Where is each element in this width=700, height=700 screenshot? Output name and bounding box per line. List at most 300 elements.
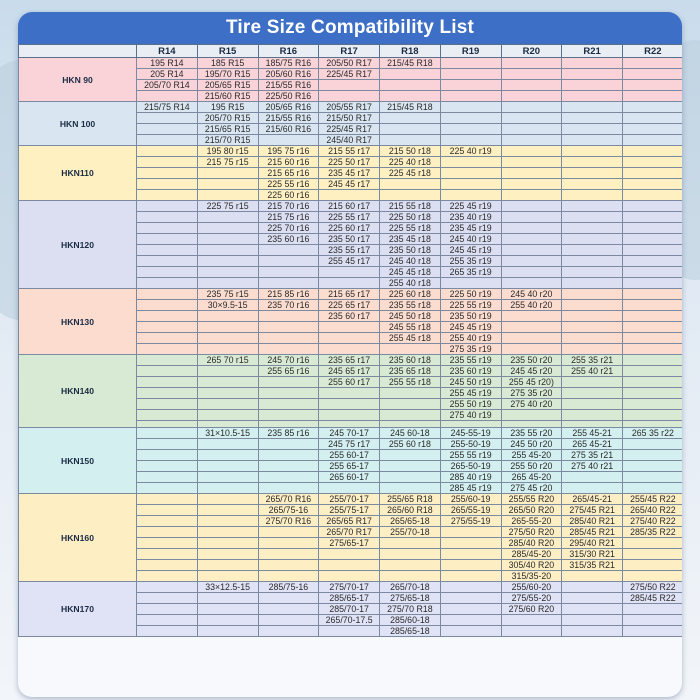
size-cell [258, 388, 319, 399]
size-cell: 225 55 r17 [319, 212, 380, 223]
size-cell: 305/40 R20 [501, 560, 562, 571]
size-cell [623, 377, 683, 388]
size-cell: 285/65-18 [380, 626, 441, 637]
size-cell: 265 60-17 [319, 472, 380, 483]
size-cell: 275 45 r20 [501, 483, 562, 494]
size-cell: 235 75 r15 [197, 289, 258, 300]
table-row [19, 289, 683, 300]
size-cell: 255/45 R22 [623, 494, 683, 505]
size-cell [258, 344, 319, 355]
size-cell [380, 344, 441, 355]
size-cell: 265/55-19 [440, 505, 501, 516]
size-cell: 235 85 r16 [258, 428, 319, 439]
size-cell [258, 538, 319, 549]
size-cell [137, 366, 198, 377]
size-cell: 245 40 r18 [380, 256, 441, 267]
size-cell [258, 450, 319, 461]
size-cell [501, 245, 562, 256]
size-cell [197, 516, 258, 527]
size-cell: 235 55 r17 [319, 245, 380, 256]
size-cell [319, 410, 380, 421]
size-cell [623, 410, 683, 421]
size-cell: 235 65 r18 [380, 366, 441, 377]
size-cell: 235 70 r16 [258, 300, 319, 311]
size-cell: 30×9.5-15 [197, 300, 258, 311]
size-cell: 215 75 r15 [197, 157, 258, 168]
size-cell: 225 60 r18 [380, 289, 441, 300]
size-cell: 285/45 R22 [623, 593, 683, 604]
size-cell [501, 615, 562, 626]
size-cell [562, 168, 623, 179]
size-cell: 255 45-20 [501, 450, 562, 461]
size-cell [623, 560, 683, 571]
size-cell [440, 538, 501, 549]
table-row [19, 146, 683, 157]
table-row [19, 201, 683, 212]
size-cell: 225 55 r19 [440, 300, 501, 311]
size-cell: 235 60 r18 [380, 355, 441, 366]
size-cell: 215/75 R14 [137, 102, 198, 113]
size-cell [137, 472, 198, 483]
size-cell: 205/60 R16 [258, 69, 319, 80]
size-cell [623, 223, 683, 234]
size-cell [197, 461, 258, 472]
size-cell: 245 50 r18 [380, 311, 441, 322]
size-cell: 245 75 r17 [319, 439, 380, 450]
size-cell [562, 91, 623, 102]
size-cell: 195 80 r15 [197, 146, 258, 157]
size-cell [440, 626, 501, 637]
size-cell [623, 549, 683, 560]
size-cell [623, 278, 683, 289]
size-cell [258, 377, 319, 388]
size-cell [440, 113, 501, 124]
size-cell: 235 40 r19 [440, 212, 501, 223]
size-cell: 255 55 r19 [440, 450, 501, 461]
size-cell: 235 50 r17 [319, 234, 380, 245]
size-cell: 235 50 r19 [440, 311, 501, 322]
size-cell [562, 615, 623, 626]
size-cell: 225 55 r18 [380, 223, 441, 234]
size-cell [623, 366, 683, 377]
size-cell [258, 245, 319, 256]
size-cell: 215/45 R18 [380, 102, 441, 113]
size-cell: 215/70 R15 [197, 135, 258, 146]
size-cell [380, 450, 441, 461]
size-cell [197, 505, 258, 516]
size-cell [440, 69, 501, 80]
size-cell [623, 245, 683, 256]
size-cell [562, 58, 623, 69]
size-cell [197, 399, 258, 410]
size-cell [258, 461, 319, 472]
size-cell [319, 190, 380, 201]
size-cell [501, 124, 562, 135]
size-cell: 285/60-18 [380, 615, 441, 626]
size-cell [137, 604, 198, 615]
size-cell: 255 45 r18 [380, 333, 441, 344]
size-cell: 255 40 r19 [440, 333, 501, 344]
size-cell [623, 201, 683, 212]
size-cell [137, 439, 198, 450]
size-cell: 275 35 r19 [440, 344, 501, 355]
size-cell: 33×12.5-15 [197, 582, 258, 593]
model-label: HKN 100 [19, 102, 137, 146]
size-cell [137, 388, 198, 399]
model-label: HKN150 [19, 428, 137, 494]
table-row [19, 494, 683, 505]
size-cell [623, 80, 683, 91]
size-cell [623, 626, 683, 637]
size-cell [137, 494, 198, 505]
size-cell: 195 75 r16 [258, 146, 319, 157]
size-cell: 265/60 R18 [380, 505, 441, 516]
size-cell: 215 55 r18 [380, 201, 441, 212]
size-cell [319, 626, 380, 637]
size-cell: 275/70 R16 [258, 516, 319, 527]
size-cell [197, 168, 258, 179]
size-cell [440, 571, 501, 582]
size-cell [562, 124, 623, 135]
size-cell [137, 267, 198, 278]
size-cell: 245 70 r16 [258, 355, 319, 366]
size-cell: 225 60 r16 [258, 190, 319, 201]
header-cell-r22: R22 [623, 45, 683, 58]
size-cell [197, 333, 258, 344]
size-cell [501, 234, 562, 245]
size-cell [623, 399, 683, 410]
size-cell: 245 45 r18 [380, 267, 441, 278]
size-cell [197, 560, 258, 571]
header-cell-r15: R15 [197, 45, 258, 58]
size-cell: 285 40 r19 [440, 472, 501, 483]
header-cell-r16: R16 [258, 45, 319, 58]
size-cell [623, 256, 683, 267]
size-cell [258, 571, 319, 582]
size-cell [501, 311, 562, 322]
size-cell: 205/65 R16 [258, 102, 319, 113]
header-cell-r19: R19 [440, 45, 501, 58]
size-cell [380, 91, 441, 102]
size-cell: 315/35-20 [501, 571, 562, 582]
size-cell [258, 311, 319, 322]
size-cell: 215/50 R17 [319, 113, 380, 124]
size-cell [137, 256, 198, 267]
size-cell [623, 58, 683, 69]
size-cell [380, 461, 441, 472]
size-cell: 275/55-19 [440, 516, 501, 527]
size-cell [562, 421, 623, 428]
size-cell: 235 50 r20 [501, 355, 562, 366]
size-cell [501, 113, 562, 124]
size-cell [501, 157, 562, 168]
size-cell [380, 388, 441, 399]
size-cell [380, 69, 441, 80]
size-cell [258, 626, 319, 637]
size-cell [501, 190, 562, 201]
size-cell: 275/65-18 [380, 593, 441, 604]
size-cell [319, 278, 380, 289]
size-cell [137, 549, 198, 560]
size-cell: 235 60 r19 [440, 366, 501, 377]
size-cell [197, 388, 258, 399]
header-row [19, 45, 683, 58]
size-cell [258, 593, 319, 604]
size-cell [137, 450, 198, 461]
size-cell [501, 256, 562, 267]
size-cell: 205/70 R14 [137, 80, 198, 91]
size-cell: 245 70-17 [319, 428, 380, 439]
size-cell [197, 179, 258, 190]
size-cell: 245 45 r19 [440, 245, 501, 256]
size-cell: 275/50 R20 [501, 527, 562, 538]
size-cell: 255 45 r20) [501, 377, 562, 388]
size-cell: 225 40 r19 [440, 146, 501, 157]
size-cell: 275 40 r20 [501, 399, 562, 410]
size-cell: 215 65 r17 [319, 289, 380, 300]
size-cell: 265 45-21 [562, 439, 623, 450]
size-cell [562, 157, 623, 168]
size-cell [562, 626, 623, 637]
size-cell [137, 223, 198, 234]
size-cell [258, 410, 319, 421]
size-cell: 295/40 R21 [562, 538, 623, 549]
size-cell [440, 179, 501, 190]
size-cell [258, 483, 319, 494]
size-cell [440, 593, 501, 604]
size-cell [197, 615, 258, 626]
size-cell [137, 212, 198, 223]
size-cell [137, 505, 198, 516]
size-cell [623, 289, 683, 300]
size-cell [562, 146, 623, 157]
size-cell: 255/60-19 [440, 494, 501, 505]
size-cell [623, 483, 683, 494]
size-cell: 275 40 r19 [440, 410, 501, 421]
table-row [19, 355, 683, 366]
size-cell: 285/65-17 [319, 593, 380, 604]
size-cell [623, 300, 683, 311]
header-cell-r17: R17 [319, 45, 380, 58]
size-cell [562, 571, 623, 582]
size-cell [623, 344, 683, 355]
size-cell: 205/70 R15 [197, 113, 258, 124]
size-cell [562, 80, 623, 91]
size-cell: 255 45-21 [562, 428, 623, 439]
size-cell [501, 410, 562, 421]
size-cell: 255/55 R20 [501, 494, 562, 505]
size-cell [197, 483, 258, 494]
table-row [19, 428, 683, 439]
size-cell: 265/75-16 [258, 505, 319, 516]
size-cell [623, 179, 683, 190]
size-cell: 215/60 R15 [197, 91, 258, 102]
size-cell: 255 45 r19 [440, 388, 501, 399]
size-cell [623, 421, 683, 428]
size-cell [197, 212, 258, 223]
size-cell [562, 604, 623, 615]
size-cell [197, 344, 258, 355]
size-cell: 265 70 r15 [197, 355, 258, 366]
size-cell [380, 538, 441, 549]
size-cell [562, 234, 623, 245]
size-cell [623, 388, 683, 399]
size-cell: 265 35 r19 [440, 267, 501, 278]
size-cell [562, 102, 623, 113]
size-cell [623, 113, 683, 124]
size-cell: 225 50 r18 [380, 212, 441, 223]
size-cell [137, 245, 198, 256]
size-cell: 265/65 R17 [319, 516, 380, 527]
size-cell [440, 604, 501, 615]
size-cell: 275/50 R22 [623, 582, 683, 593]
size-cell: 265/40 R22 [623, 505, 683, 516]
size-cell [137, 582, 198, 593]
size-cell: 275/65-17 [319, 538, 380, 549]
size-cell [562, 472, 623, 483]
size-cell [380, 483, 441, 494]
size-cell [258, 604, 319, 615]
size-cell: 245 40 r20 [501, 289, 562, 300]
size-cell: 255 40 r21 [562, 366, 623, 377]
size-cell [501, 421, 562, 428]
size-cell: 265-50-19 [440, 461, 501, 472]
size-cell: 195 R15 [197, 102, 258, 113]
table-row [19, 582, 683, 593]
size-cell: 275 40 r21 [562, 461, 623, 472]
size-cell: 215/55 R16 [258, 113, 319, 124]
size-cell: 225/50 R16 [258, 91, 319, 102]
size-cell [623, 355, 683, 366]
size-cell [197, 278, 258, 289]
size-cell [197, 410, 258, 421]
size-cell [258, 256, 319, 267]
size-cell [440, 91, 501, 102]
size-cell: 285/35 R22 [623, 527, 683, 538]
size-cell [501, 80, 562, 91]
size-cell [380, 410, 441, 421]
size-cell: 285/75-16 [258, 582, 319, 593]
size-cell [501, 212, 562, 223]
model-label: HKN110 [19, 146, 137, 201]
size-cell: 275 35 r21 [562, 450, 623, 461]
size-cell [380, 190, 441, 201]
size-cell: 255 60 r18 [380, 439, 441, 450]
size-cell: 315/30 R21 [562, 549, 623, 560]
size-cell: 255/70-18 [380, 527, 441, 538]
size-cell [623, 604, 683, 615]
table-row [19, 58, 683, 69]
size-cell: 205 R14 [137, 69, 198, 80]
size-cell [623, 157, 683, 168]
size-cell [562, 388, 623, 399]
size-cell: 245 45 r19 [440, 322, 501, 333]
size-cell [137, 538, 198, 549]
size-cell [319, 91, 380, 102]
size-cell [623, 311, 683, 322]
size-cell [380, 571, 441, 582]
size-cell: 275 35 r20 [501, 388, 562, 399]
size-cell [197, 267, 258, 278]
size-cell: 265/70-17.5 [319, 615, 380, 626]
size-cell [440, 157, 501, 168]
size-cell [501, 91, 562, 102]
size-cell [319, 344, 380, 355]
size-cell [562, 113, 623, 124]
size-cell [501, 201, 562, 212]
size-cell [623, 439, 683, 450]
size-cell [380, 179, 441, 190]
size-cell [440, 421, 501, 428]
size-cell: 215 70 r16 [258, 201, 319, 212]
size-cell [197, 527, 258, 538]
size-cell: 255/65 R18 [380, 494, 441, 505]
size-cell [562, 593, 623, 604]
size-cell [197, 223, 258, 234]
size-cell: 245 60-18 [380, 428, 441, 439]
size-cell [623, 102, 683, 113]
size-cell [623, 124, 683, 135]
size-cell [197, 604, 258, 615]
size-cell [501, 58, 562, 69]
size-cell [137, 289, 198, 300]
size-cell [623, 461, 683, 472]
size-cell [623, 69, 683, 80]
size-cell: 255 60-17 [319, 450, 380, 461]
size-cell [562, 256, 623, 267]
size-cell [440, 124, 501, 135]
size-cell: 215 75 r16 [258, 212, 319, 223]
model-label: HKN160 [19, 494, 137, 582]
size-cell [137, 190, 198, 201]
size-cell: 265/70-18 [380, 582, 441, 593]
size-cell [137, 344, 198, 355]
size-cell [319, 571, 380, 582]
size-cell [137, 461, 198, 472]
size-cell [258, 333, 319, 344]
size-cell: 225 50 r19 [440, 289, 501, 300]
size-cell: 225/45 R17 [319, 69, 380, 80]
size-cell [197, 421, 258, 428]
size-cell [562, 399, 623, 410]
size-cell [197, 450, 258, 461]
size-cell: 315/35 R21 [562, 560, 623, 571]
size-cell: 215/65 R15 [197, 124, 258, 135]
size-cell [440, 80, 501, 91]
page-title: Tire Size Compatibility List [18, 12, 682, 44]
size-cell [319, 399, 380, 410]
size-cell [440, 560, 501, 571]
size-cell: 205/55 R17 [319, 102, 380, 113]
size-cell [137, 278, 198, 289]
size-cell: 285/40 R21 [562, 516, 623, 527]
size-cell: 275/45 R21 [562, 505, 623, 516]
size-cell [258, 439, 319, 450]
size-cell: 275/60 R20 [501, 604, 562, 615]
size-cell: 255 50 r20 [501, 461, 562, 472]
size-cell [501, 278, 562, 289]
size-cell [197, 366, 258, 377]
size-cell: 245 45 r17 [319, 179, 380, 190]
size-cell [197, 439, 258, 450]
size-cell [562, 179, 623, 190]
size-cell [501, 102, 562, 113]
size-cell [197, 256, 258, 267]
size-cell [137, 516, 198, 527]
size-cell: 255 65 r16 [258, 366, 319, 377]
size-cell [258, 472, 319, 483]
size-cell [440, 58, 501, 69]
